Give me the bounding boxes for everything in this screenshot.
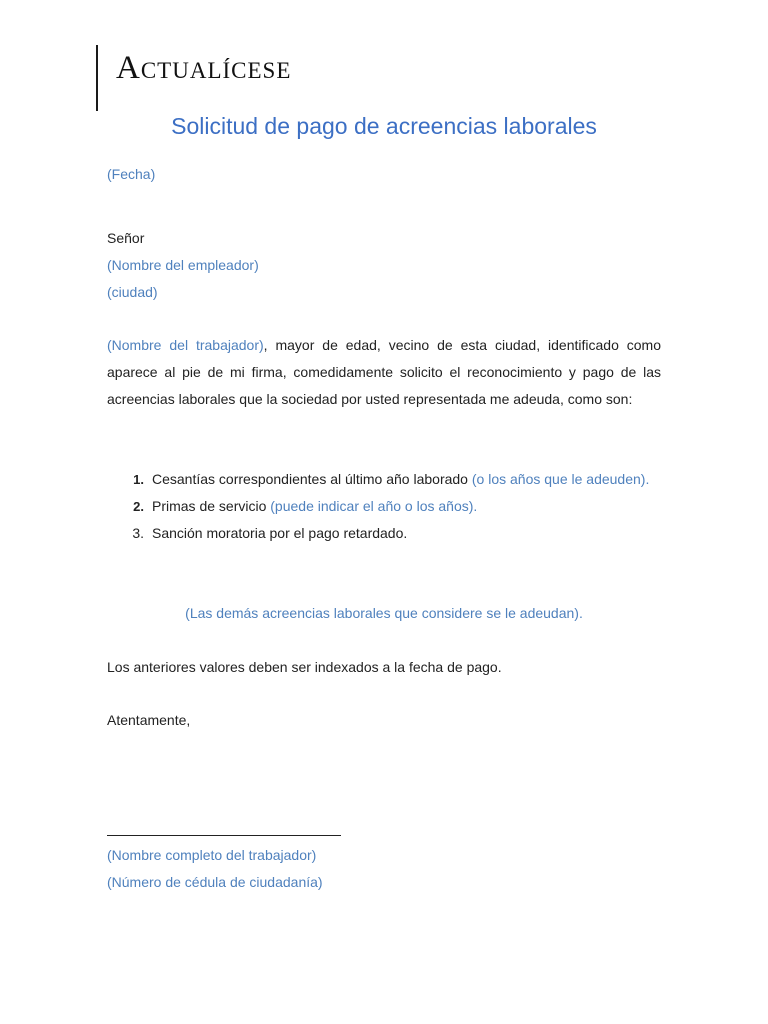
worker-full-name-placeholder: (Nombre completo del trabajador)	[107, 847, 317, 863]
list-item-text	[152, 466, 661, 493]
item-note-placeholder: (o los años que le adeuden)	[471, 471, 646, 487]
list-item-text	[152, 493, 661, 520]
list-item	[107, 493, 661, 520]
document-title: Solicitud de pago de acreencias laborales	[171, 113, 597, 139]
list-item-number: 2.	[133, 499, 144, 514]
debts-list	[107, 466, 661, 547]
item-note-placeholder: (puede indicar el año o los años)	[270, 498, 474, 514]
employer-name-placeholder: (Nombre del empleador)	[107, 257, 259, 273]
intro-paragraph	[107, 332, 661, 413]
list-item-text	[152, 520, 661, 547]
list-item	[107, 466, 661, 493]
intro-text: , mayor de edad, vecino de esta ciudad, identificado como aparece al pie de mi firma, comedidamente solicito el reconocimiento y pago de las acreencias laborales que la sociedad por usted representada me adeuda, como son:	[107, 337, 661, 407]
brand-logo: Actualícese	[116, 50, 292, 86]
id-number-placeholder: (Número de cédula de ciudadanía)	[107, 874, 323, 890]
city-placeholder: (ciudad)	[107, 284, 158, 300]
list-item	[107, 520, 661, 547]
item-end: .	[473, 498, 478, 514]
indexation-sentence: Los anteriores valores deben ser indexados a la fecha de pago.	[107, 659, 502, 675]
item-text: Primas de servicio	[152, 498, 271, 514]
salutation: Señor	[107, 230, 145, 246]
date-placeholder: (Fecha)	[107, 166, 156, 182]
list-item-number: 3.	[132, 525, 144, 541]
item-text: Cesantías correspondientes al último año laborado	[152, 471, 472, 487]
worker-name-placeholder: (Nombre del trabajador)	[107, 337, 264, 353]
closing: Atentamente,	[107, 712, 191, 728]
logo-divider	[96, 45, 98, 111]
list-item-number: 1.	[133, 472, 144, 487]
item-end: .	[645, 471, 650, 487]
other-debts-placeholder: (Las demás acreencias laborales que considere se le adeudan).	[185, 605, 583, 621]
item-text: Sanción moratoria por el pago retardado.	[152, 525, 408, 541]
signature-line	[107, 820, 341, 836]
